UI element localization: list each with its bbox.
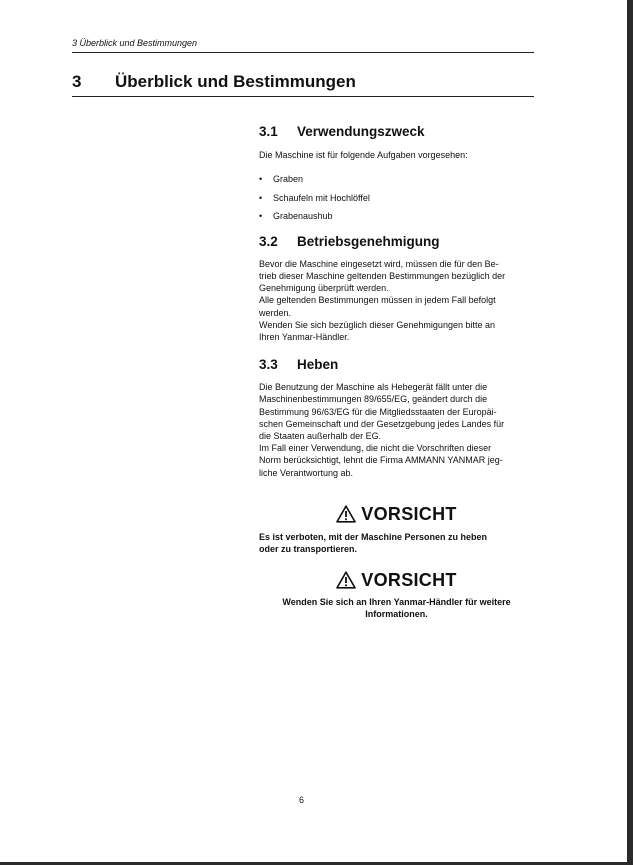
list-item-text: Graben bbox=[273, 174, 304, 185]
usage-list bbox=[259, 173, 534, 229]
list-item bbox=[259, 192, 534, 211]
text-line: Informationen. bbox=[365, 608, 428, 619]
warning-triangle-icon bbox=[336, 505, 356, 523]
section-title: Verwendungszweck bbox=[297, 124, 425, 139]
warning-message bbox=[259, 531, 534, 555]
text-line: Die Benutzung der Maschine als Hebegerät fällt unter die bbox=[259, 382, 488, 393]
text-line: Ihren Yanmar-Händler. bbox=[259, 331, 350, 342]
list-item bbox=[259, 210, 534, 229]
warning-heading bbox=[259, 569, 534, 591]
list-item-text: Schaufeln mit Hochlöffel bbox=[273, 192, 370, 203]
text-line: Im Fall einer Verwendung, die nicht die Vorschriften dieser bbox=[259, 443, 492, 454]
section-number: 3.1 bbox=[259, 124, 278, 139]
text-line: Norm berücksichtigt, lehnt die Firma AMMANN YANMAR jeg- bbox=[259, 455, 503, 466]
chapter-title-text: Überblick und Bestimmungen bbox=[115, 72, 356, 91]
section-body bbox=[259, 381, 534, 479]
bullet-icon: • bbox=[259, 192, 263, 203]
section-title: Betriebsgenehmigung bbox=[297, 233, 440, 249]
text-line: Wenden Sie sich an Ihren Yanmar-Händler für weitere bbox=[282, 596, 511, 607]
section-heading-3-3 bbox=[259, 356, 534, 374]
text-line: Alle geltenden Bestimmungen müssen in jedem Fall befolgt bbox=[259, 295, 496, 306]
page-number: 6 bbox=[299, 795, 305, 805]
text-line: Maschinenbestimmungen 89/655/EG, geändert durch die bbox=[259, 394, 488, 405]
text-line: oder zu transportieren. bbox=[259, 543, 358, 554]
content-column bbox=[259, 123, 534, 620]
list-item-text: Grabenaushub bbox=[273, 211, 333, 222]
text-line: liche Verantwortung ab. bbox=[259, 467, 354, 478]
chapter-number: 3 bbox=[72, 72, 82, 91]
section-number: 3.3 bbox=[259, 357, 278, 373]
text-line: Bevor die Maschine eingesetzt wird, müssen die für den Be- bbox=[259, 258, 499, 269]
text-line: die Staaten außerhalb der EG. bbox=[259, 430, 382, 441]
text-line: Genehmigung überprüft werden. bbox=[259, 283, 389, 294]
text-line: werden. bbox=[259, 307, 292, 318]
chapter-title bbox=[72, 72, 534, 97]
warning-message bbox=[259, 596, 534, 620]
text-line: Bestimmung 96/63/EG für die Mitgliedsstaaten der Europäi- bbox=[259, 406, 497, 417]
text-line: schen Gemeinschaft und der Gesetzgebung jedes Landes für bbox=[259, 418, 505, 429]
section-number: 3.2 bbox=[259, 233, 278, 249]
warning-heading bbox=[259, 503, 534, 525]
section-intro: Die Maschine ist für folgende Aufgaben vorgesehen: bbox=[259, 150, 468, 160]
list-item bbox=[259, 173, 534, 192]
bullet-icon: • bbox=[259, 174, 263, 185]
section-heading-3-1 bbox=[259, 123, 534, 141]
warning-triangle-icon bbox=[336, 571, 356, 589]
warning-label: VORSICHT bbox=[361, 569, 457, 590]
running-header: 3 Überblick und Bestimmungen bbox=[72, 38, 534, 53]
warning-label: VORSICHT bbox=[361, 503, 457, 524]
text-line: Wenden Sie sich bezüglich dieser Genehmigungen bitte an bbox=[259, 319, 495, 330]
section-title: Heben bbox=[297, 357, 339, 373]
warning-box bbox=[259, 569, 534, 620]
text-line: trieb dieser Maschine geltenden Bestimmungen bezüglich der bbox=[259, 270, 506, 281]
section-heading-3-2 bbox=[259, 233, 534, 251]
bullet-icon: • bbox=[259, 211, 263, 222]
section-body bbox=[259, 258, 534, 343]
text-line: Es ist verboten, mit der Maschine Personen zu heben bbox=[259, 531, 488, 542]
warning-box bbox=[259, 503, 534, 555]
